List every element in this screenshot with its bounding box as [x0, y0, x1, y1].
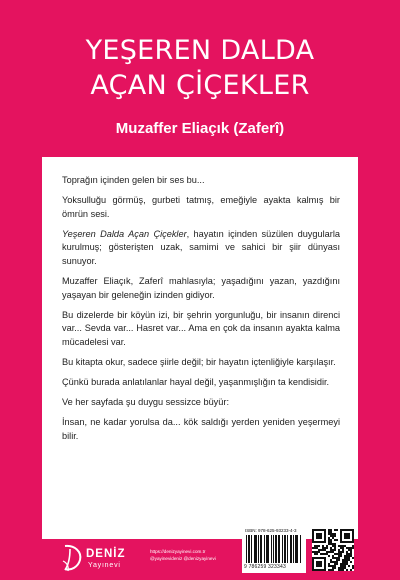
blurb-paragraph: Çünkü burada anlatılanlar hayal değil, yaşanmışlığın ta kendisidir. [62, 377, 330, 388]
blurb-paragraph [62, 228, 340, 269]
publisher-links [150, 548, 216, 562]
publisher-mark-icon [60, 543, 84, 573]
blurb-paragraph: Toprağın içinden gelen bir ses bu... [62, 175, 205, 185]
publisher-social: @yayinevideniz @denizyayinevi [150, 556, 216, 561]
publisher-website: https://denizyayinevi.com.tr [150, 549, 206, 554]
back-cover-blurb [42, 157, 358, 539]
blurb-paragraph: Bu dizelerde bir köyün izi, bir şehrin yorgunluğu, bir insanın direnci var... Sevda var... Hasret var... Ama en çok da insanın ayakta kalma mücadelesi var. [62, 309, 340, 347]
barcode-bars-icon [246, 535, 302, 563]
isbn-barcode [242, 527, 306, 573]
blurb-paragraph: Yoksulluğu görmüş, gurbeti tatmış, emeğiyle ayakta kalmış bir ömrün sesi. [62, 195, 340, 219]
blurb-paragraph: Muzaffer Eliaçık, Zaferî mahlasıyla; yaşadığını yazan, yazdığını yaşayan bir geleneğin izinden gidiyor. [62, 276, 340, 300]
book-title-line1: YEŞEREN DALDA [85, 35, 315, 66]
author-name: Muzaffer Eliaçık (Zaferî) [115, 120, 285, 137]
blurb-text: , hayatın içinden süzülen duygularla kurulmuş; gösterişten uzak, samimi ve sahici bir şiir dünyası sunuyor. [62, 228, 340, 266]
blurb-book-title: Yeşeren Dalda Açan Çiçekler [62, 228, 187, 239]
publisher-subtitle: Yayınevi [88, 562, 121, 569]
blurb-paragraph: Bu kitapta okur, sadece şiirle değil; bir hayatın içtenliğiyle karşılaşır. [62, 357, 336, 368]
publisher-name: DENİZ [86, 548, 126, 560]
blurb-paragraph: İnsan, ne kadar yorulsa da... kök saldığı yerden yeniden yeşermeyi bilir. [62, 417, 340, 441]
publisher-logo [60, 543, 146, 573]
isbn-label: ISBN: 978-625-93233-4-3 [245, 528, 297, 533]
blurb-paragraph: Ve her sayfada şu duygu sessizce büyür: [62, 397, 230, 408]
barcode-number: 9 786259 323343 [244, 564, 286, 570]
book-title-line2: AÇAN ÇİÇEKLER [90, 70, 310, 101]
qr-code-icon [312, 529, 354, 571]
